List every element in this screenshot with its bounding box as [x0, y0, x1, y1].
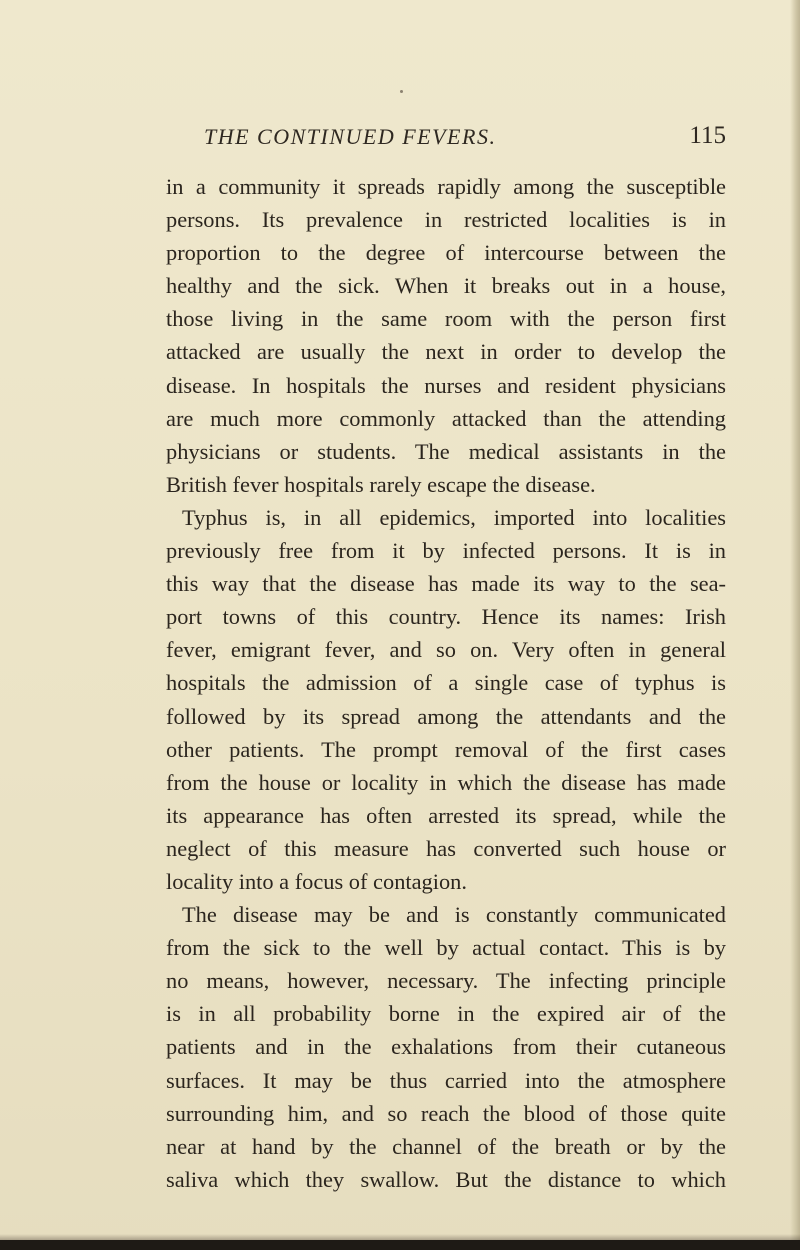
- text-line: proportion to the degree of intercourse between the: [166, 240, 726, 266]
- text-line: surfaces. It may be thus carried into the atmosphere: [166, 1067, 726, 1093]
- text-line: Typhus is, in all epidemics, imported into localities: [182, 504, 726, 530]
- text-line: physicians or students. The medical assistants in the: [166, 438, 726, 464]
- text-line: hospitals the admission of a single case of typhus is: [166, 670, 726, 696]
- text-line: those living in the same room with the person first: [166, 306, 726, 332]
- text-line: healthy and the sick. When it breaks out in a house,: [166, 273, 726, 299]
- text-line: this way that the disease has made its way to the sea-: [166, 571, 726, 597]
- text-line: no means, however, necessary. The infecting principle: [166, 968, 726, 994]
- text-line: neglect of this measure has converted such house or: [166, 835, 726, 861]
- text-line: persons. Its prevalence in restricted localities is in: [166, 207, 726, 233]
- text-line: are much more commonly attacked than the attending: [166, 405, 726, 431]
- page-number: 115: [689, 122, 726, 149]
- text-line: previously free from it by infected persons. It is in: [166, 538, 726, 564]
- text-line: saliva which they swallow. But the distance to which: [166, 1166, 726, 1192]
- text-line: The disease may be and is constantly communicated: [182, 902, 726, 928]
- text-line: followed by its spread among the attendants and the: [166, 703, 726, 729]
- running-title: THE CONTINUED FEVERS.: [204, 124, 497, 149]
- page-edge-shadow: [790, 0, 800, 1250]
- text-line: locality into a focus of contagion.: [166, 868, 467, 894]
- text-line: disease. In hospitals the nurses and resident physicians: [166, 372, 726, 398]
- text-line: its appearance has often arrested its spread, while the: [166, 802, 726, 828]
- page-speck: [400, 90, 403, 93]
- text-line: from the sick to the well by actual contact. This is by: [166, 935, 726, 961]
- text-line: in a community it spreads rapidly among the susceptible: [166, 174, 726, 199]
- page-header: [166, 124, 726, 154]
- text-line: other patients. The prompt removal of the first cases: [166, 736, 726, 762]
- text-line: British fever hospitals rarely escape the disease.: [166, 471, 596, 497]
- text-line: surrounding him, and so reach the blood of those quite: [166, 1100, 726, 1126]
- text-line: port towns of this country. Hence its names: Irish: [166, 604, 726, 630]
- text-line: from the house or locality in which the disease has made: [166, 769, 726, 795]
- text-line: fever, emigrant fever, and so on. Very often in general: [166, 637, 726, 663]
- body-text: [166, 170, 726, 1196]
- scan-bottom-border: [0, 1240, 800, 1250]
- text-line: is in all probability borne in the expired air of the: [166, 1001, 726, 1027]
- text-line: attacked are usually the next in order to develop the: [166, 339, 726, 365]
- text-line: patients and in the exhalations from their cutaneous: [166, 1034, 726, 1060]
- text-line: near at hand by the channel of the breath or by the: [166, 1133, 726, 1159]
